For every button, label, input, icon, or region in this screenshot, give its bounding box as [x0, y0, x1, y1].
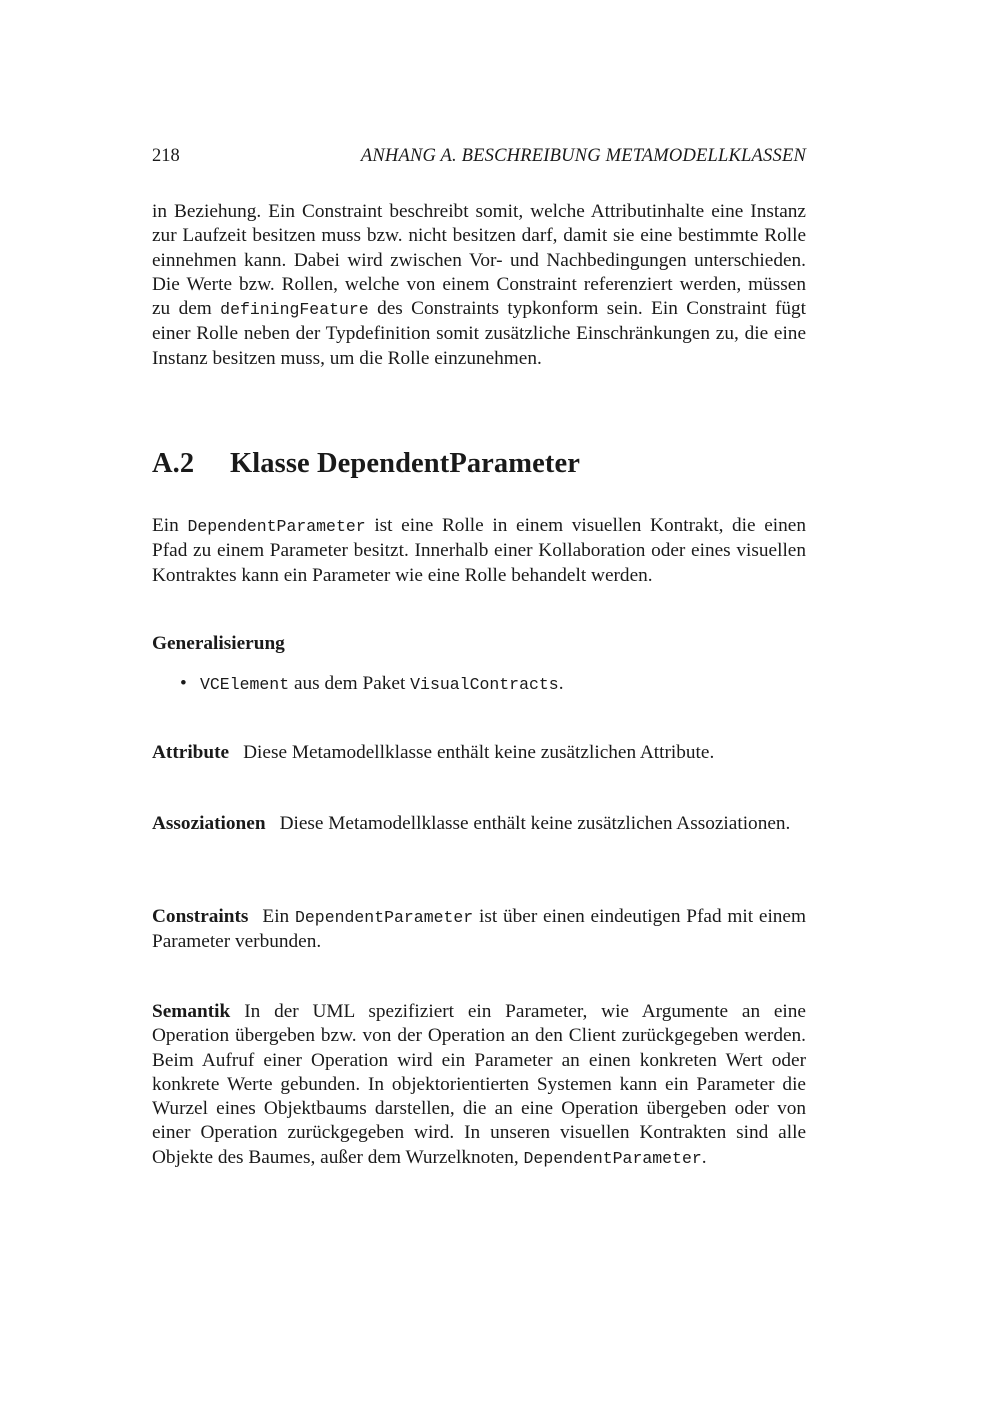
generalisierung-list	[152, 672, 806, 697]
running-title: ANHANG A. BESCHREIBUNG METAMODELLKLASSEN	[360, 146, 806, 166]
attribute-heading: Attribute	[152, 742, 230, 763]
assoziationen-heading: Assoziationen	[152, 813, 266, 834]
section-title: Klasse DependentParameter	[230, 448, 580, 479]
constraints-text-2: ist über einen eindeutigen Pfad mit einem Parameter verbunden.	[152, 906, 806, 953]
generalisierung-heading: Generalisierung	[152, 633, 285, 654]
section-intro-code: DependentParameter	[187, 517, 366, 536]
semantik-heading: Semantik	[152, 1001, 231, 1022]
intro-paragraph	[152, 200, 806, 371]
section-intro-text-1: Ein	[152, 515, 188, 536]
constraints-text-1: Ein	[262, 906, 295, 927]
page-number: 218	[152, 146, 180, 166]
semantik-text: In der UML spezifiziert ein Parameter, wie Argumente an eine Operation übergeben bzw. von der Operation an den Client zurückgegeben werden. Beim Aufruf einer Operation wird ein Parameter an einen konkreten Wert oder konkrete Werte gebunden. In objektorientierten Systemen kann ein Parameter die Wurzel eines Objektbaums darstellen, die an eine Operation übergeben oder von einer Operation zurückgegeben wird. In unseren visuellen Kontrakten sind alle Objekte des Baumes, außer dem Wurzelknoten,	[152, 1001, 806, 1168]
semantik-paragraph	[152, 1000, 806, 1171]
bullet-icon: •	[180, 673, 187, 694]
attribute-paragraph	[152, 741, 806, 765]
intro-text-2: des Constraints typkonform sein. Ein Constraint fügt einer Rolle neben der Typdefinition somit zusätzliche Einschränkungen zu, die eine Instanz besitzen muss, um die Rolle einzunehmen.	[152, 298, 807, 369]
intro-code-defining-feature: definingFeature	[220, 300, 369, 320]
running-header	[152, 146, 806, 174]
section-number: A.2	[152, 448, 195, 479]
section-heading	[152, 448, 580, 480]
list-item	[152, 672, 806, 697]
generalisierung-list-block	[152, 672, 806, 697]
attribute-text: Diese Metamodellklasse enthält keine zusätzlichen Attribute.	[243, 742, 715, 763]
constraints-paragraph	[152, 905, 806, 955]
vcelement-code: VCElement	[200, 675, 290, 694]
assoziationen-paragraph	[152, 812, 806, 836]
constraints-code: DependentParameter	[294, 908, 474, 927]
visualcontracts-code: VisualContracts	[410, 675, 559, 694]
semantik-code: DependentParameter	[523, 1148, 702, 1168]
generalisierung-item-end: .	[558, 673, 564, 694]
section-intro-paragraph	[152, 514, 806, 588]
generalisierung-item-text: aus dem Paket	[289, 673, 411, 694]
semantik-end: .	[701, 1146, 707, 1168]
intro-text-1: in Beziehung. Ein Constraint beschreibt somit, welche Attributinhalte eine Instanz zur Laufzeit besitzen muss bzw. nicht besitzen darf, damit sie eine bestimmte Rolle einnehmen kann. Dabei wird zwischen Vor- und Nachbedingungen unterschieden. Die Werte bzw. Rollen, welche von einem Constraint referenziert werden, müssen zu dem	[152, 201, 806, 320]
assoziationen-text: Diese Metamodellklasse enthält keine zusätzlichen Assoziationen.	[279, 813, 791, 834]
generalisierung-heading-block	[152, 633, 806, 655]
constraints-heading: Constraints	[152, 906, 249, 927]
section-intro-text-2: ist eine Rolle in einem visuellen Kontrakt, die einen Pfad zu einem Parameter besitzt. Innerhalb einer Kollaboration oder eines visuellen Kontraktes kann ein Parameter wie eine Rolle behandelt werden.	[152, 515, 806, 586]
